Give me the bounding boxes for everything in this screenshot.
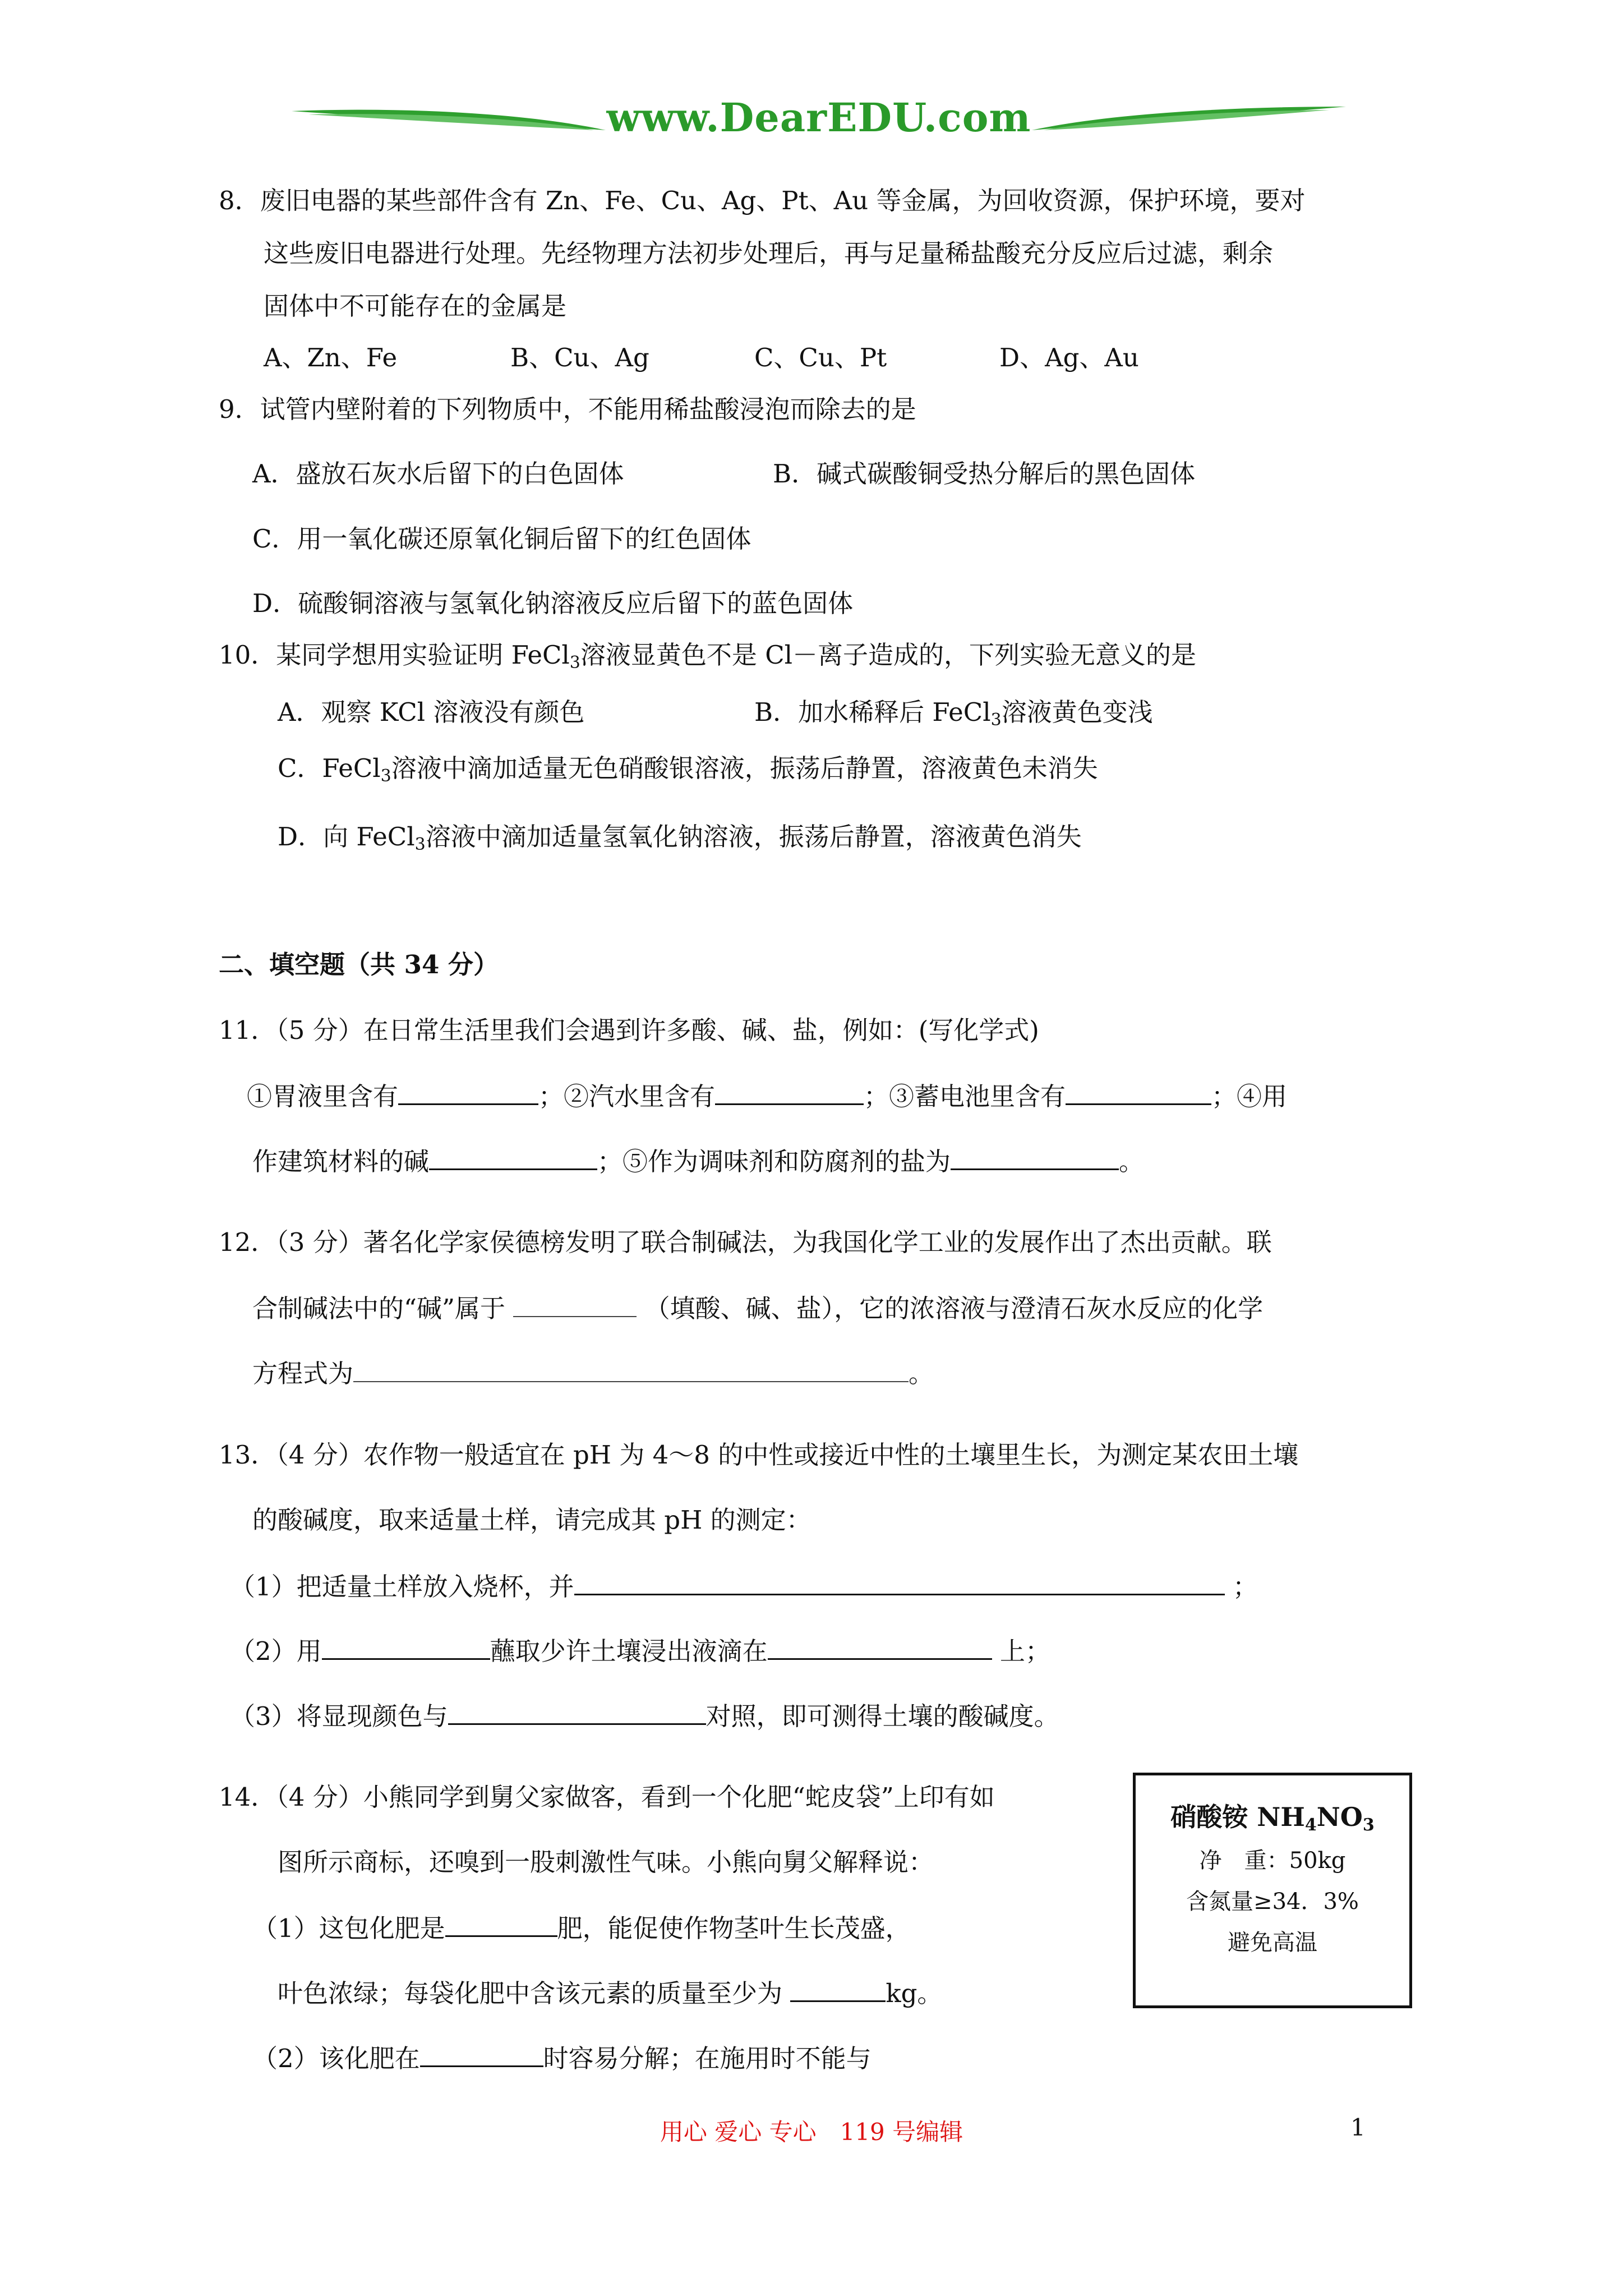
q11-p7: 。 (1119, 1147, 1145, 1176)
q11-p6: ；⑤作为调味剂和防腐剂的盐为 (597, 1147, 951, 1176)
fertilizer-label-title (1136, 1797, 1409, 1834)
q13-s1a: （1）把适量土样放入烧杯，并 (230, 1572, 574, 1602)
q11-blank-2[interactable] (715, 1079, 864, 1105)
q14-step2 (252, 2041, 872, 2076)
q13-s2a: （2）用 (230, 1636, 322, 1666)
q12-line2 (252, 1291, 1263, 1326)
q11-p3: ；③蓄电池里含有 (864, 1082, 1066, 1111)
q8-option-d: D、Ag、Au (999, 343, 1139, 372)
q13-step2 (230, 1634, 1050, 1668)
q13-blank-4[interactable] (448, 1699, 706, 1725)
q14-s2a: （2）该化肥在 (252, 2044, 420, 2073)
q14-line2: 图所示商标，还嗅到一股刺激性气味。小熊向舅父解释说： (278, 1847, 934, 1877)
q12-blank-2[interactable] (353, 1356, 909, 1382)
q14-blank-2[interactable] (790, 1976, 886, 2002)
q12-line1: 12．（3 分）著名化学家侯德榜发明了联合制碱法，为我国化学工业的发展作出了杰出贡献。联 (219, 1227, 1272, 1257)
q9-option-c: C．用一氧化碳还原氧化铜后留下的红色固体 (252, 524, 751, 554)
q10-option-d (278, 820, 1082, 854)
label-title-b: NO (1316, 1802, 1363, 1832)
fertilizer-label-box (1133, 1773, 1412, 2008)
q14-s1a: （1）这包化肥是 (252, 1913, 445, 1943)
q11-blank-4[interactable] (429, 1144, 597, 1170)
section2-title: 二、填空题（共 34 分） (219, 950, 499, 979)
fertilizer-label-nitrogen: 含氮量≥34．3% (1186, 1889, 1359, 1915)
q13-s3b: 对照，即可测得土壤的酸碱度。 (706, 1701, 1059, 1731)
q11-blank-5[interactable] (951, 1144, 1119, 1170)
q8-option-b: B、Cu、Ag (510, 343, 649, 372)
q10-option-a: A．观察 KCl 溶液没有颜色 (278, 697, 585, 727)
q13-s3a: （3）将显现颜色与 (230, 1701, 448, 1731)
label-title-a: 硝酸铵 NH (1170, 1802, 1305, 1832)
q11-blank-3[interactable] (1066, 1079, 1211, 1105)
q13-blank-3[interactable] (768, 1634, 992, 1660)
q10-option-b-a: B．加水稀释后 FeCl (754, 697, 991, 727)
footer-text: 用心 爱心 专心 119 号编辑 (660, 2118, 963, 2146)
q14-s1c: 叶色浓绿；每袋化肥中含该元素的质量至少为 (278, 1978, 783, 2008)
q13-s1b: ； (1232, 1572, 1258, 1602)
q11-p4: ；④用 (1211, 1082, 1288, 1111)
q10-stem-b: 溶液显黄色不是 Cl－离子造成的，下列实验无意义的是 (580, 640, 1197, 670)
q10-option-d-a: D．向 FeCl (278, 822, 415, 852)
header-logo (292, 84, 1346, 157)
q14-s1d: kg。 (886, 1978, 943, 2008)
q14-line1: 14．（4 分）小熊同学到舅父家做客，看到一个化肥“蛇皮袋”上印有如 (219, 1782, 995, 1812)
q13-blank-1[interactable] (574, 1569, 1225, 1595)
q13-step1 (230, 1569, 1258, 1604)
q10-stem-sub: 3 (569, 653, 580, 673)
q8-line1: 8．废旧电器的某些部件含有 Zn、Fe、Cu、Ag、Pt、Au 等金属，为回收资源，保护环境，要对 (219, 186, 1306, 215)
q11-stem: 11．（5 分）在日常生活里我们会遇到许多酸、碱、盐，例如：(写化学式) (219, 1015, 1039, 1045)
q13-s2b: 蘸取少许土壤浸出液滴在 (490, 1636, 768, 1666)
q14-s2b: 时容易分解；在施用时不能与 (543, 2044, 872, 2073)
q9-option-b: B．碱式碳酸铜受热分解后的黑色固体 (773, 459, 1196, 489)
q10-option-b-b: 溶液黄色变浅 (1001, 697, 1153, 727)
header-site-name: www.DearEDU.com (606, 94, 1031, 141)
fertilizer-label-warning: 避免高温 (1228, 1930, 1317, 1955)
q12-line3-b: 。 (909, 1359, 934, 1388)
q10-option-c-b: 溶液中滴加适量无色硝酸银溶液，振荡后静置，溶液黄色未消失 (391, 753, 1098, 783)
q10-option-c-sub: 3 (380, 766, 391, 786)
q12-line3-a: 方程式为 (252, 1359, 354, 1388)
page-number: 1 (1350, 2114, 1366, 2141)
q12-line2-b: （填酸、碱、盐），它的浓溶液与澄清石灰水反应的化学 (644, 1294, 1264, 1323)
q11-line2 (247, 1079, 1287, 1114)
q11-p1: ①胃液里含有 (247, 1082, 399, 1111)
q12-line2-a: 合制碱法中的“碱”属于 (252, 1294, 506, 1323)
fertilizer-label-weight: 净 重：50kg (1199, 1848, 1346, 1874)
q8-line2: 这些废旧电器进行处理。先经物理方法初步处理后，再与足量稀盐酸充分反应后过滤，剩余 (264, 238, 1274, 268)
q11-line3 (252, 1144, 1144, 1179)
label-title-sub2: 3 (1362, 1815, 1375, 1835)
q8-line3: 固体中不可能存在的金属是 (264, 291, 567, 321)
q10-option-c (278, 752, 1098, 785)
q14-blank-3[interactable] (420, 2041, 543, 2067)
q10-option-c-a: C．FeCl (278, 753, 381, 783)
q10-option-b-sub: 3 (990, 710, 1002, 730)
q10-stem-a: 10．某同学想用实验证明 FeCl (219, 640, 570, 670)
q10-stem (219, 638, 1196, 672)
q14-step1-line2 (278, 1976, 942, 2010)
q14-step1-line1 (252, 1911, 911, 1945)
q10-option-d-sub: 3 (414, 835, 426, 854)
label-title-sub1: 4 (1304, 1815, 1317, 1835)
q11-blank-1[interactable] (398, 1079, 538, 1105)
q8-option-c: C、Cu、Pt (754, 343, 887, 372)
q12-blank-1[interactable] (513, 1291, 637, 1317)
q9-option-d: D．硫酸铜溶液与氢氧化钠溶液反应后留下的蓝色固体 (252, 588, 854, 618)
q8-option-a: A、Zn、Fe (264, 343, 398, 372)
q14-s1b: 肥，能促使作物茎叶生长茂盛， (557, 1913, 911, 1943)
q13-line1: 13．（4 分）农作物一般适宜在 pH 为 4～8 的中性或接近中性的土壤里生长，为测定某农田土壤 (219, 1440, 1299, 1470)
q11-p5: 作建筑材料的碱 (252, 1147, 430, 1176)
q13-s2c: 上； (999, 1636, 1050, 1666)
q13-step3 (230, 1699, 1059, 1733)
q9-stem: 9．试管内壁附着的下列物质中，不能用稀盐酸浸泡而除去的是 (219, 394, 916, 424)
q13-blank-2[interactable] (322, 1634, 490, 1660)
q13-line2: 的酸碱度，取来适量土样，请完成其 pH 的测定： (252, 1505, 811, 1535)
q12-line3 (252, 1356, 934, 1391)
q10-option-d-b: 溶液中滴加适量氢氧化钠溶液，振荡后静置，溶液黄色消失 (425, 822, 1082, 852)
q10-option-b (754, 696, 1153, 729)
q9-option-a: A．盛放石灰水后留下的白色固体 (252, 459, 624, 489)
q11-p2: ；②汽水里含有 (538, 1082, 716, 1111)
q14-blank-1[interactable] (445, 1911, 557, 1937)
